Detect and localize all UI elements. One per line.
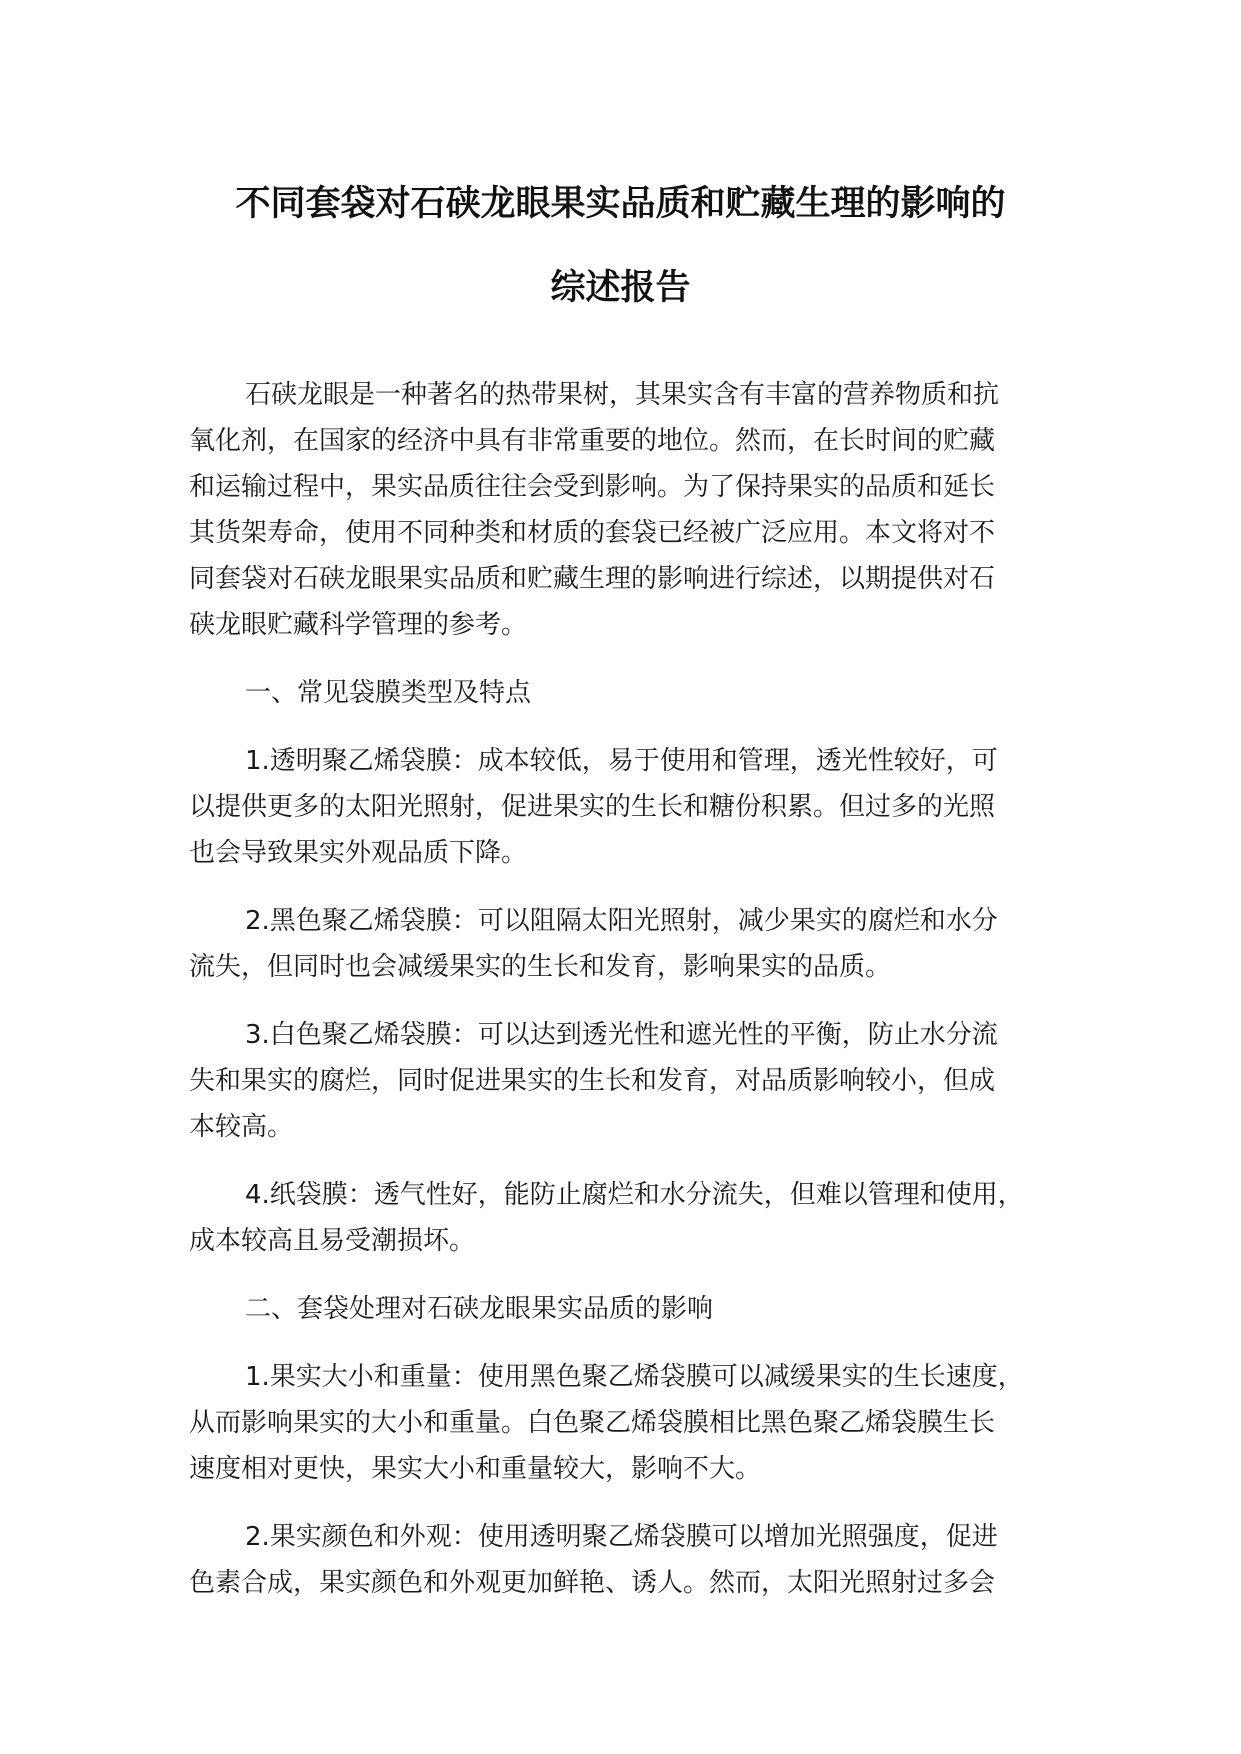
paragraph-line: 同套袋对石硖龙眼果实品质和贮藏生理的影响进行综述，以期提供对石 — [189, 564, 996, 594]
paragraph-line: 氧化剂，在国家的经济中具有非常重要的地位。然而，在长时间的贮藏 — [189, 426, 996, 456]
paragraph-line: 失和果实的腐烂，同时促进果实的生长和发育，对品质影响较小，但成 — [189, 1066, 996, 1096]
paragraph-line: 1.果实大小和重量：使用黑色聚乙烯袋膜可以减缓果实的生长速度， — [245, 1362, 1024, 1392]
paragraph-line: 2.果实颜色和外观：使用透明聚乙烯袋膜可以增加光照强度，促进 — [245, 1522, 998, 1552]
paragraph-line: 流失，但同时也会减缓果实的生长和发育，影响果实的品质。 — [189, 952, 892, 982]
paragraph-line: 速度相对更快，果实大小和重量较大，影响不大。 — [189, 1454, 762, 1484]
paragraph-line: 石硖龙眼是一种著名的热带果树，其果实含有丰富的营养物质和抗 — [245, 380, 1000, 410]
document-body — [189, 372, 1089, 1628]
paragraph-line: 也会导致果实外观品质下降。 — [189, 838, 528, 868]
paragraph — [189, 1172, 1089, 1264]
paragraph — [189, 1514, 1089, 1606]
paragraph — [189, 1354, 1089, 1492]
paragraph — [189, 898, 1089, 990]
document-title-line-2: 综述报告 — [550, 268, 691, 308]
paragraph-line: 1.透明聚乙烯袋膜：成本较低，易于使用和管理，透光性较好，可 — [245, 746, 998, 776]
paragraph-line: 以提供更多的太阳光照射，促进果实的生长和糖份积累。但过多的光照 — [189, 792, 996, 822]
paragraph-line: 从而影响果实的大小和重量。白色聚乙烯袋膜相比黑色聚乙烯袋膜生长 — [189, 1408, 996, 1438]
paragraph-line: 色素合成，果实颜色和外观更加鲜艳、诱人。然而，太阳光照射过多会 — [189, 1568, 996, 1598]
paragraph-line: 成本较高且易受潮损坏。 — [189, 1226, 476, 1256]
paragraph-line: 和运输过程中，果实品质往往会受到影响。为了保持果实的品质和延长 — [189, 472, 996, 502]
paragraph-line: 3.白色聚乙烯袋膜：可以达到透光性和遮光性的平衡，防止水分流 — [245, 1020, 998, 1050]
paragraph — [189, 372, 1089, 648]
paragraph-line: 本较高。 — [189, 1112, 294, 1142]
paragraph — [189, 738, 1089, 876]
paragraph — [189, 1012, 1089, 1150]
paragraph-line: 2.黑色聚乙烯袋膜：可以阻隔太阳光照射，减少果实的腐烂和水分 — [245, 906, 998, 936]
section-heading: 一、常见袋膜类型及特点 — [245, 678, 532, 708]
paragraph-line: 4.纸袋膜：透气性好，能防止腐烂和水分流失，但难以管理和使用， — [245, 1180, 1024, 1210]
paragraph-line: 硖龙眼贮藏科学管理的参考。 — [189, 610, 528, 640]
section-heading: 二、套袋处理对石硖龙眼果实品质的影响 — [245, 1294, 714, 1324]
document-title-line-1: 不同套袋对石硖龙眼果实品质和贮藏生理的影响的 — [235, 184, 1006, 224]
paragraph-line: 其货架寿命，使用不同种类和材质的套袋已经被广泛应用。本文将对不 — [189, 518, 996, 548]
